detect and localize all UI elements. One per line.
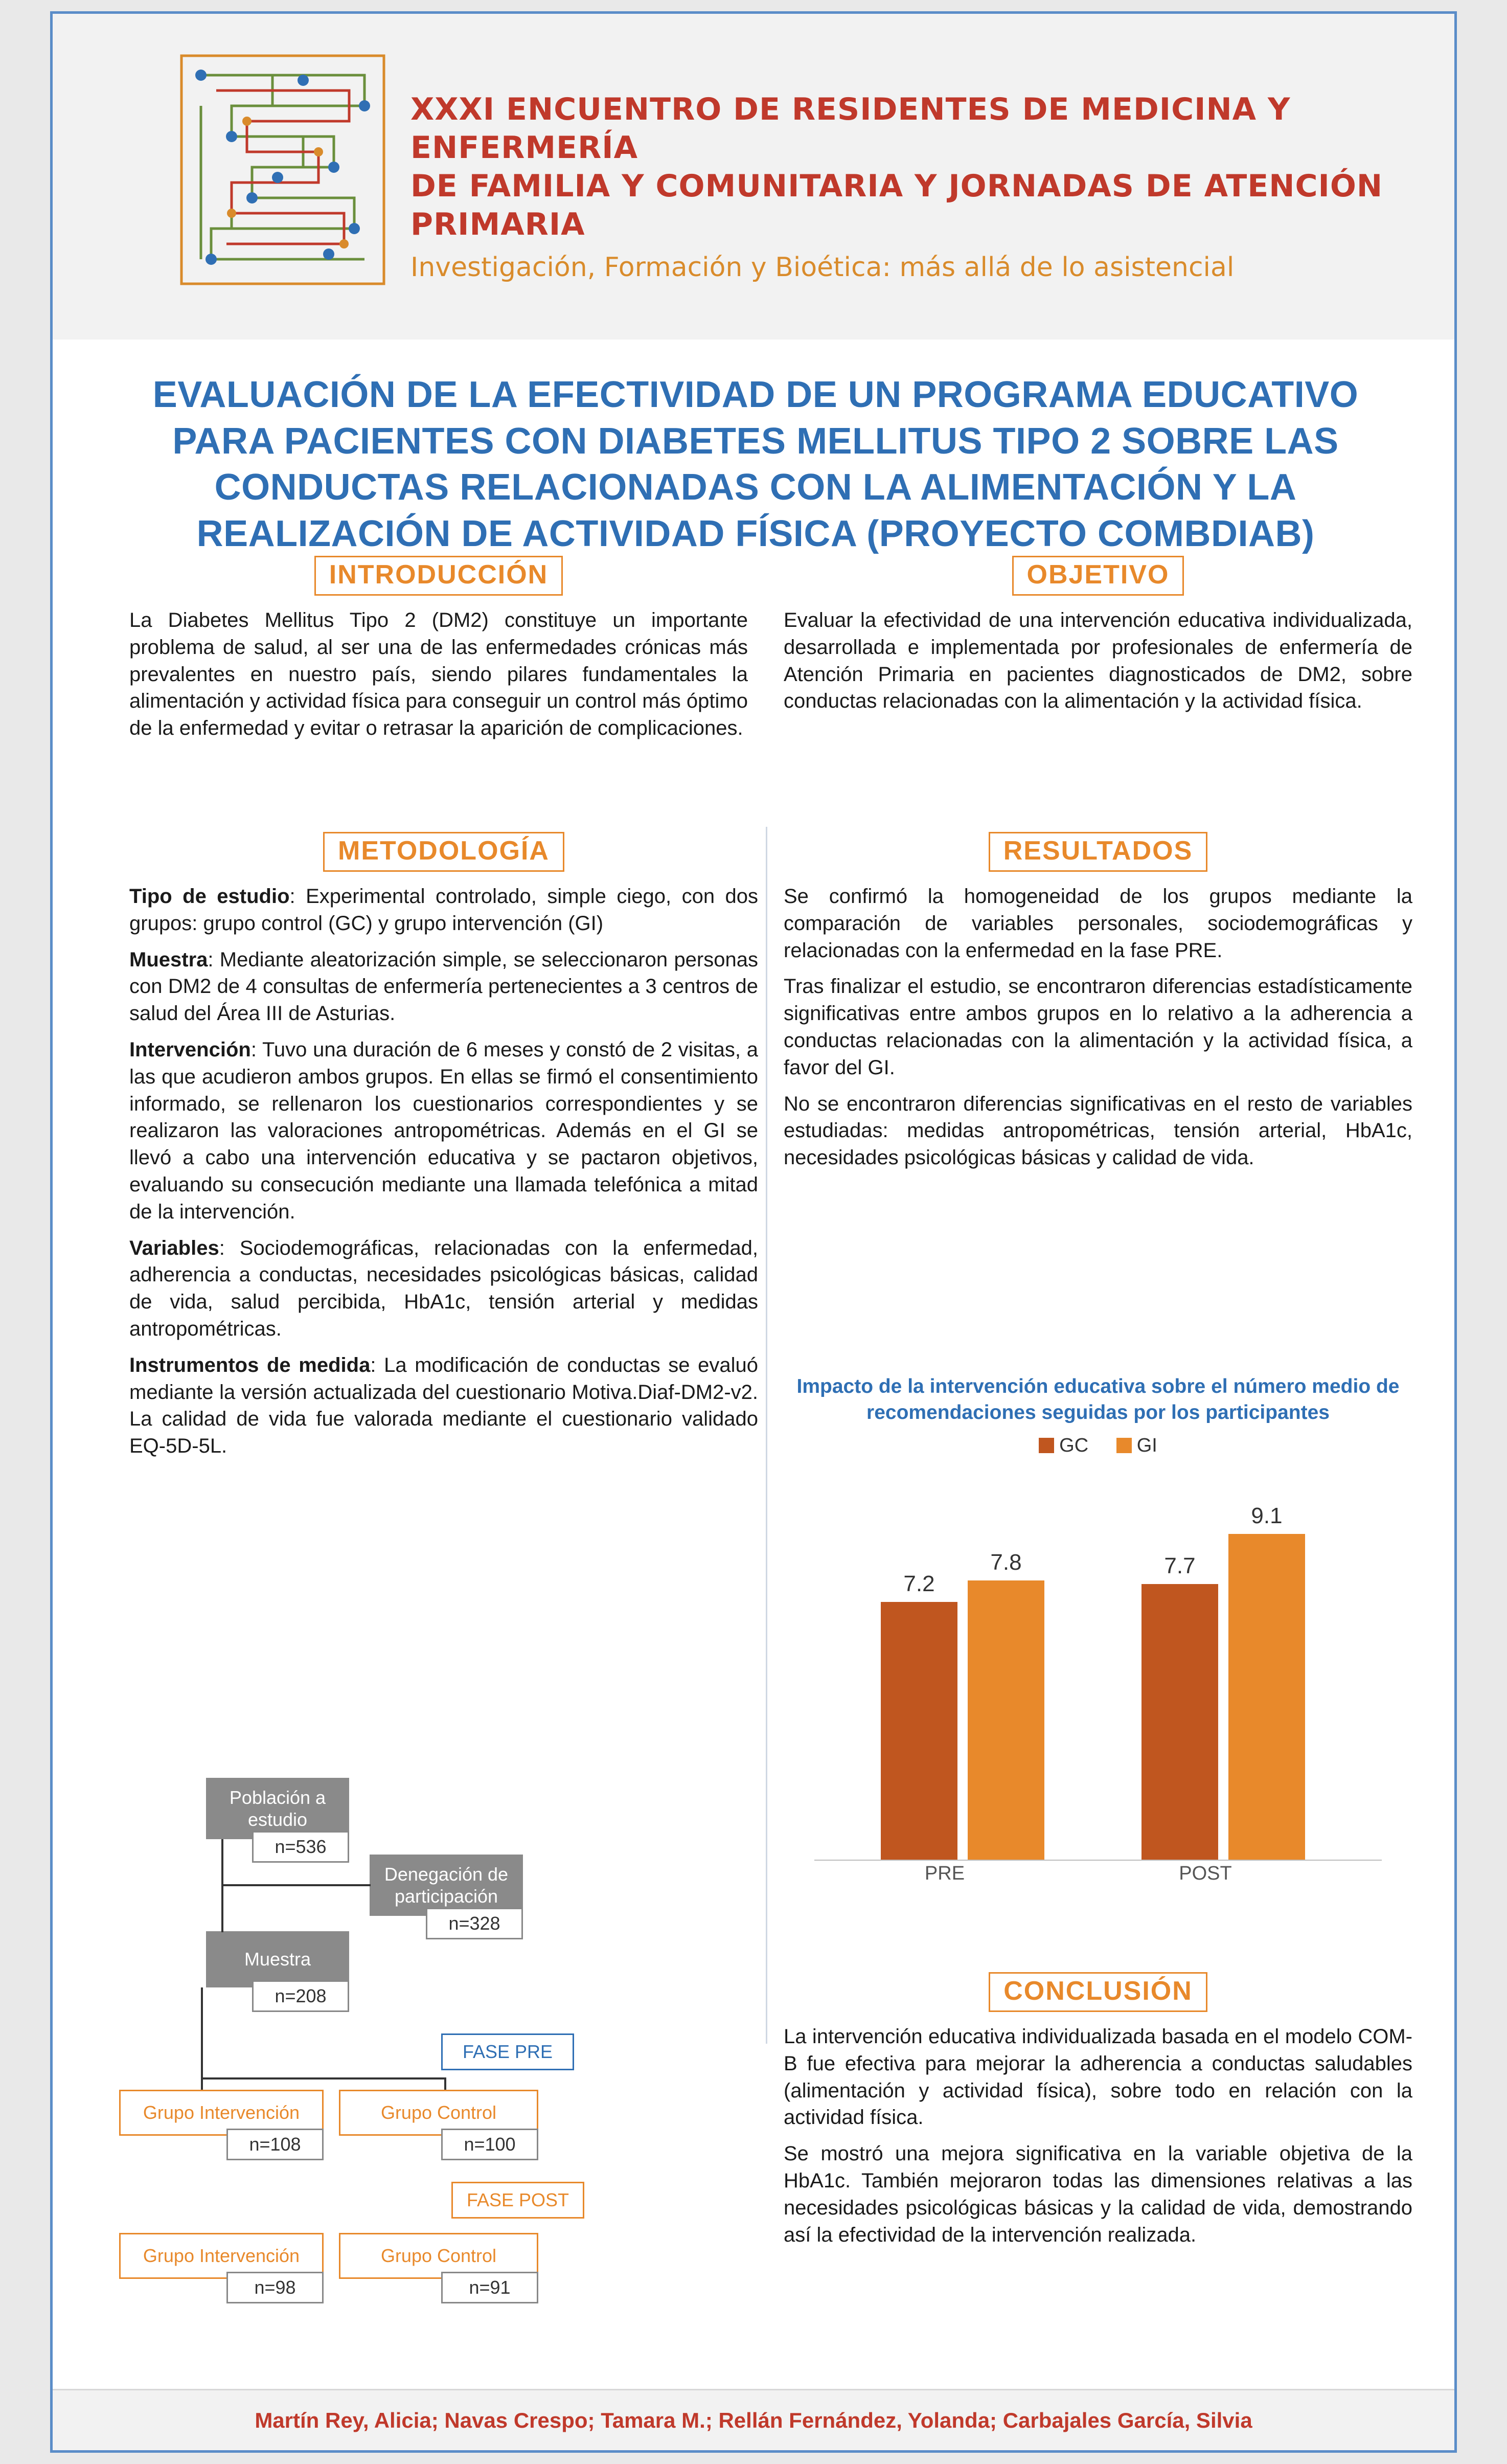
bar-pre-gc — [881, 1602, 957, 1860]
bar-value-pre-gc: 7.2 — [903, 1571, 935, 1596]
metodologia-item-label: Tipo de estudio — [129, 885, 290, 908]
study-flowchart — [119, 1778, 763, 2381]
flow-node-poblacion — [206, 1778, 349, 1839]
metodologia-item — [129, 1036, 758, 1226]
conclusion-body — [784, 2023, 1412, 2248]
flow-connector-vertical-2 — [201, 1987, 203, 2079]
poster-footer — [53, 2389, 1454, 2450]
flow-node-fase-post-label: FASE POST — [466, 2189, 569, 2211]
flow-node-muestra — [206, 1931, 349, 1987]
chart-legend — [784, 1435, 1412, 1457]
bar-post-gi — [1228, 1534, 1305, 1860]
metodologia-item-text: : La modificación de conductas se evaluó mediante la versión actualizada del cuestionario Motiva.Diaf-DM2-v2. La calidad de vida fue valorada mediante el cuestionario validado EQ-5D-5L. — [129, 1353, 758, 1458]
flow-value-gc-post-text: n=91 — [469, 2277, 511, 2298]
introduccion-body — [129, 607, 748, 742]
flow-node-fase-pre-label: FASE PRE — [462, 2041, 553, 2063]
flow-node-gi-post-label: Grupo Intervención — [143, 2245, 300, 2267]
flow-value-gi-post-text: n=98 — [254, 2277, 296, 2298]
flow-value-muestra — [252, 1980, 349, 2012]
metodologia-item — [129, 1352, 758, 1460]
legend-label-gc: GC — [1059, 1435, 1089, 1457]
flow-connector-horizontal-1 — [221, 1884, 371, 1886]
legend-label-gi: GI — [1136, 1435, 1157, 1457]
bar-post-gc — [1141, 1584, 1218, 1860]
flow-value-gc-post — [441, 2272, 538, 2303]
section-metodologia — [129, 832, 758, 1469]
results-bar-chart — [784, 1374, 1412, 1957]
legend-swatch-gc — [1039, 1438, 1054, 1453]
flow-node-gc-post-label: Grupo Control — [380, 2245, 497, 2267]
conclusion-paragraph: Se mostró una mejora significativa en la variable objetiva de la HbA1c. También mejoraron todas las dimensiones relativas a las necesidades psicológicas básicas y la calidad de vida, demostrando así la efectividad de la intervención realizada. — [784, 2142, 1412, 2246]
metodologia-item-label: Instrumentos de medida — [129, 1353, 371, 1376]
chart-plot — [784, 1502, 1412, 1906]
resultados-paragraph: Se confirmó la homogeneidad de los grupos mediante la comparación de variables personales, sociodemográficas y relacionadas con la enfermedad en la fase PRE. — [784, 885, 1412, 962]
page-title: EVALUACIÓN DE LA EFECTIVIDAD DE UN PROGRAMA EDUCATIVO PARA PACIENTES CON DIABETES MELLITUS TIPO 2 SOBRE LAS CONDUCTAS RELACIONADAS CON LA ALIMENTACIÓN Y LA REALIZACIÓN DE ACTIVIDAD FÍSICA (PROYECTO COMBDIAB) — [152, 374, 1359, 555]
objetivo-paragraph: Evaluar la efectividad de una intervención educativa individualizada, desarrollada e implementada por profesionales de enfermería de Atención Primaria en pacientes diagnosticados de DM2, sobre conductas relacionadas con la alimentación y la actividad física. — [784, 609, 1412, 713]
metodologia-item-text: : Experimental controlado, simple ciego, con dos grupos: grupo control (GC) y grupo intervención (GI) — [129, 885, 759, 935]
metodologia-body — [129, 883, 758, 1460]
conclusion-paragraph: La intervención educativa individualizada basada en el modelo COM-B fue efectiva para mejorar la adherencia a conductas saludables (alimentación y actividad física), sobre todo en relación con la actividad física. — [784, 2025, 1412, 2129]
metodologia-item — [129, 946, 758, 1027]
flow-node-fase-post — [451, 2182, 584, 2219]
metodologia-item — [129, 1235, 758, 1343]
flow-value-gi-pre-text: n=108 — [249, 2134, 301, 2155]
flow-node-denegacion-label: Denegación de participación — [384, 1863, 509, 1907]
metodologia-item-text: : Sociodemográficas, relacionadas con la enfermedad, adherencia a conductas, necesidades psicológicas básicas, calidad de vida, salud percibida, HbA1c, tensión arterial y medidas antropométricas. — [129, 1236, 758, 1340]
x-tick-post: POST — [1179, 1863, 1232, 1884]
legend-item-gi — [1116, 1435, 1157, 1457]
flow-value-gc-pre-text: n=100 — [464, 2134, 516, 2155]
bar-pre-gi — [968, 1580, 1044, 1860]
flow-value-denegacion — [426, 1908, 523, 1939]
chart-x-axis — [814, 1863, 1382, 1893]
section-conclusion — [784, 1972, 1412, 2257]
congress-line-2: DE FAMILIA Y COMUNITARIA Y JORNADAS DE ATENCIÓN PRIMARIA — [410, 168, 1383, 242]
section-heading-resultados: RESULTADOS — [989, 832, 1208, 872]
flow-value-gi-post — [226, 2272, 324, 2303]
metodologia-item — [129, 883, 758, 937]
bar-value-pre-gi: 7.8 — [990, 1550, 1022, 1575]
flow-node-muestra-label: Muestra — [244, 1949, 311, 1970]
resultados-body — [784, 883, 1412, 1171]
flow-value-gc-pre — [441, 2129, 538, 2160]
poster-header — [53, 14, 1454, 341]
column-divider — [766, 827, 767, 2044]
metodologia-item-label: Intervención — [129, 1038, 251, 1061]
author-list: Martín Rey, Alicia; Navas Crespo; Tamara M.; Rellán Fernández, Yolanda; Carbajales García, Silvia — [255, 2408, 1252, 2432]
resultados-paragraph: Tras finalizar el estudio, se encontraron diferencias estadísticamente significativas entre ambos grupos en lo relativo a la adherencia a conductas relacionadas con la alimentación y la actividad física, a favor del GI. — [784, 975, 1412, 1079]
section-heading-conclusion: CONCLUSIÓN — [989, 1972, 1207, 2012]
introduccion-paragraph: La Diabetes Mellitus Tipo 2 (DM2) constituye un importante problema de salud, al ser una de las enfermedades crónicas más prevalentes en nuestro país, siendo pilares fundamentales la alimentación y actividad física para conseguir un control más óptimo de la enfermedad y evitar o retrasar la aparición de complicaciones. — [129, 609, 748, 740]
flow-connector-horizontal-2 — [201, 2077, 446, 2079]
metodologia-item-label: Variables — [129, 1236, 219, 1259]
congress-line-1: XXXI ENCUENTRO DE RESIDENTES DE MEDICINA Y ENFERMERÍA — [410, 92, 1291, 166]
flow-value-denegacion-text: n=328 — [448, 1913, 500, 1934]
flow-node-poblacion-label: Población a estudio — [229, 1787, 326, 1830]
flow-node-gi-pre-label: Grupo Intervención — [143, 2102, 300, 2123]
flow-node-fase-pre — [441, 2033, 574, 2070]
section-introduccion — [129, 556, 748, 751]
bar-value-post-gi: 9.1 — [1251, 1503, 1283, 1528]
legend-item-gc — [1039, 1435, 1088, 1457]
flow-value-muestra-text: n=208 — [275, 1985, 327, 2006]
header-text-block — [410, 91, 1407, 283]
congress-subtitle: Investigación, Formación y Bioética: más allá de lo asistencial — [410, 252, 1235, 283]
flow-node-denegacion — [370, 1855, 523, 1916]
flow-value-gi-pre — [226, 2129, 324, 2160]
chart-plot-area — [814, 1502, 1382, 1861]
section-heading-introduccion: INTRODUCCIÓN — [314, 556, 563, 596]
resultados-paragraph: No se encontraron diferencias significativas en el resto de variables estudiadas: medidas antropométricas, tensión arterial, HbA1c, necesidades psicológicas básicas y calidad de vida. — [784, 1092, 1412, 1169]
legend-swatch-gi — [1116, 1438, 1132, 1453]
section-heading-objetivo: OBJETIVO — [1012, 556, 1184, 596]
poster-canvas — [50, 11, 1457, 2453]
section-heading-metodologia: METODOLOGÍA — [323, 832, 564, 872]
chart-title: Impacto de la intervención educativa sobre el número medio de recomendaciones seguidas por los participantes — [796, 1375, 1400, 1423]
flow-value-poblacion-text: n=536 — [275, 1836, 327, 1857]
section-resultados — [784, 832, 1412, 1181]
section-objetivo — [784, 556, 1412, 724]
flow-node-gc-pre-label: Grupo Control — [380, 2102, 497, 2123]
objetivo-body — [784, 607, 1412, 715]
bar-value-post-gc: 7.7 — [1164, 1553, 1196, 1578]
x-tick-pre: PRE — [924, 1863, 965, 1884]
metodologia-item-text: : Tuvo una duración de 6 meses y constó de 2 visitas, a las que acudieron ambos grupos. En ellas se firmó el consentimiento informado, se rellenaron los cuestionarios correspondientes y se realizaron las valoraciones antropométricas. Además en el GI se llevó a cabo una intervención educativa y se pactaron objetivos, evaluando su consecución mediante una llamada telefónica a mitad de la intervención. — [129, 1038, 758, 1223]
metodologia-item-text: : Mediante aleatorización simple, se seleccionaron personas con DM2 de 4 consultas de enfermería pertenecientes a 3 centros de salud del Área III de Asturias. — [129, 948, 758, 1025]
maze-logo-icon — [175, 50, 390, 290]
flow-value-poblacion — [252, 1831, 349, 1863]
metodologia-item-label: Muestra — [129, 948, 208, 971]
